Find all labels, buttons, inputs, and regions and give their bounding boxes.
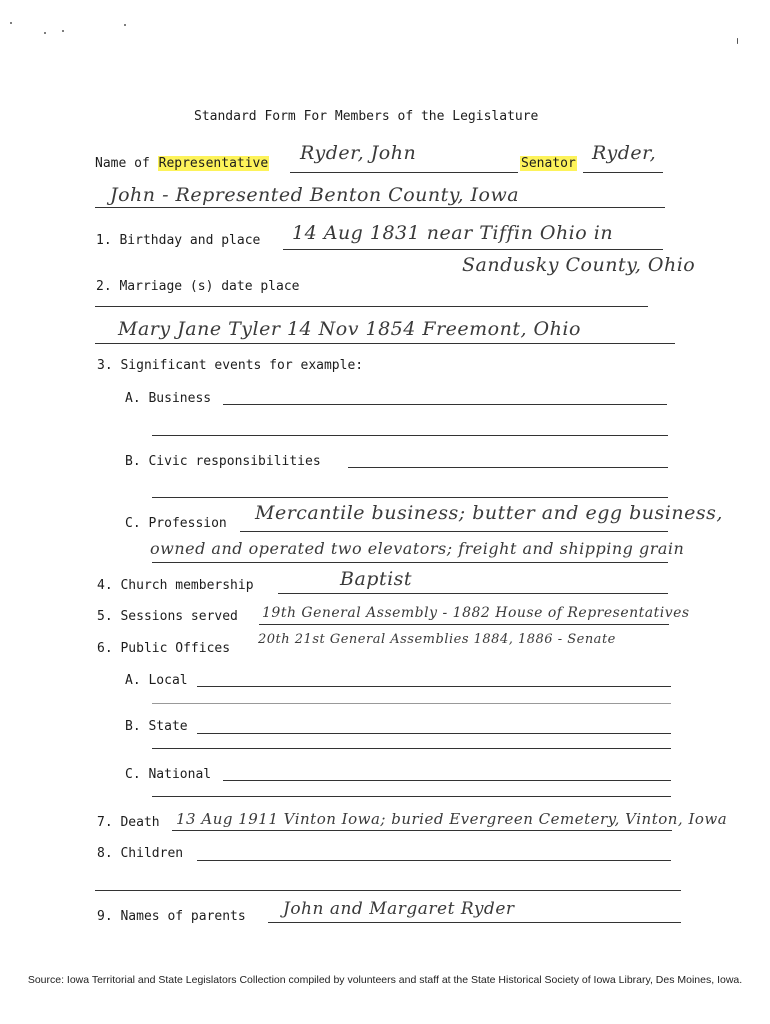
sessions-label: 5. Sessions served (97, 609, 238, 624)
death-value: 13 Aug 1911 Vinton Iowa; buried Evergreen Cemetery, Vinton, Iowa (176, 810, 728, 828)
children-label: 8. Children (97, 846, 184, 861)
parents-value: John and Margaret Ryder (283, 899, 515, 919)
senator-line (583, 172, 663, 173)
name-label (95, 156, 269, 171)
scan-speck (62, 30, 64, 32)
representative-value: Ryder, John (300, 142, 417, 164)
representative-line (290, 172, 518, 173)
local-line-2 (152, 703, 671, 704)
birthday-value-2: Sandusky County, Ohio (462, 254, 696, 276)
death-line (172, 830, 672, 831)
public-offices-value: 20th 21st General Assemblies 1884, 1886 - Senate (258, 632, 616, 647)
scan-speck (44, 32, 46, 34)
senator-label: Senator (521, 156, 576, 171)
significant-events-label: 3. Significant events for example: (97, 358, 364, 373)
birthday-label: 1. Birthday and place (96, 233, 261, 248)
profession-value: Mercantile business; butter and egg business, (255, 502, 723, 524)
parents-label: 9. Names of parents (97, 909, 246, 924)
scan-speck (124, 24, 126, 26)
national-label: C. National (125, 767, 212, 782)
profession-value-2: owned and operated two elevators; freight and shipping grain (150, 539, 685, 558)
business-line-1 (223, 404, 667, 405)
public-offices-label: 6. Public Offices (97, 641, 231, 656)
sessions-value: 19th General Assembly - 1882 House of Representatives (262, 605, 690, 621)
business-line-2 (152, 435, 668, 436)
national-line-1 (223, 780, 671, 781)
name-continued-value: John - Represented Benton County, Iowa (110, 184, 520, 206)
church-line (278, 593, 668, 594)
church-value: Baptist (340, 568, 413, 590)
form-title: Standard Form For Members of the Legislature (194, 109, 539, 124)
scan-speck (10, 22, 12, 24)
birthday-value: 14 Aug 1831 near Tiffin Ohio in (292, 222, 614, 244)
local-label: A. Local (125, 673, 188, 688)
representative-label: Representative (158, 156, 269, 171)
sessions-line (259, 624, 669, 625)
birthday-line (283, 249, 663, 250)
state-label: B. State (125, 719, 188, 734)
children-line-1 (197, 860, 671, 861)
civic-label: B. Civic responsibilities (125, 454, 321, 469)
marriage-label: 2. Marriage (s) date place (96, 279, 300, 294)
profession-label: C. Profession (125, 516, 227, 531)
profession-line-1 (240, 531, 668, 532)
name-continued-line (95, 207, 665, 208)
name-prefix: Name of (95, 156, 150, 171)
profession-line-2 (152, 562, 668, 563)
civic-line-1 (348, 467, 668, 468)
marriage-line-1 (95, 306, 648, 307)
civic-line-2 (152, 497, 668, 498)
marriage-value: Mary Jane Tyler 14 Nov 1854 Freemont, Ohio (118, 318, 581, 340)
state-line-2 (152, 748, 671, 749)
business-label: A. Business (125, 391, 212, 406)
national-line-2 (152, 796, 671, 797)
children-line-2 (95, 890, 681, 891)
marriage-line-2 (95, 343, 675, 344)
senator-value: Ryder, (592, 142, 657, 164)
death-label: 7. Death (97, 815, 160, 830)
source-caption: Source: Iowa Territorial and State Legislators Collection compiled by volunteers and staff at the State Historical Society of Iowa Library, Des Moines, Iowa. (27, 974, 743, 986)
scan-speck (737, 38, 738, 44)
local-line-1 (197, 686, 671, 687)
parents-line (268, 922, 681, 923)
church-label: 4. Church membership (97, 578, 254, 593)
state-line-1 (197, 733, 671, 734)
